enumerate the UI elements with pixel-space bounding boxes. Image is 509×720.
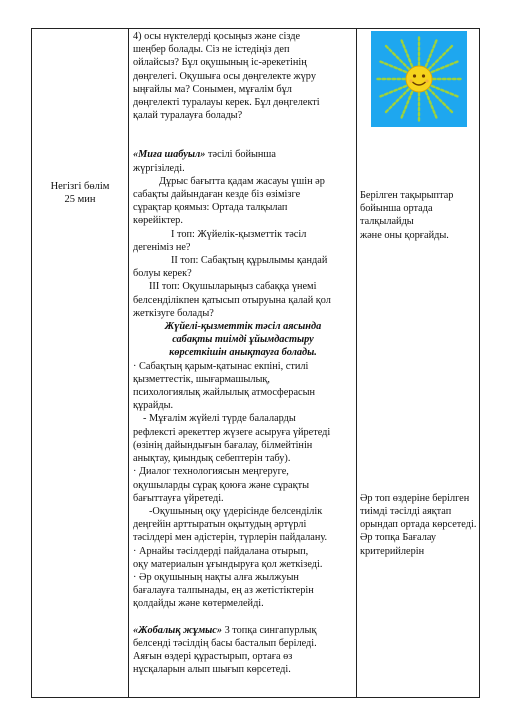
- project-line: [133, 624, 353, 637]
- bullet-line: оқушыларды сұрақ қоюға және сұрақты: [133, 479, 310, 491]
- goal-line: сұрақтар қоямыз: Ортада талқылап: [133, 202, 288, 214]
- brainstorm-line-2: жүргізіледі.: [133, 162, 185, 174]
- resource-note-2: [357, 492, 479, 558]
- note-line: Берілген тақырыптар: [360, 190, 454, 201]
- bullet-line: психологиялық жайлылық атмосферасын: [133, 387, 316, 399]
- content-cell: [129, 29, 357, 698]
- section-heading: көрсеткішін анықтауға болады.: [169, 347, 317, 359]
- note-line: тиімді тәсілді аяқтап: [360, 506, 452, 518]
- intro-line: қалай туралауға болады?: [133, 110, 243, 122]
- group1-line: дегеніміз не?: [133, 241, 191, 253]
- intro-line: дөңгелекті туралауы керек. Бұл дөңгелекті: [133, 97, 320, 109]
- project-line: нұсқаларын алып шығып көрсетеді.: [133, 664, 291, 676]
- bullet-line: қызметтестік, шығармашылық,: [133, 373, 270, 385]
- stage-label: [32, 180, 128, 206]
- brainstorm-line: [133, 148, 353, 161]
- goal-line: көрейіктер.: [133, 215, 183, 227]
- section-heading: сабақты тиімді ұйымдастыру: [172, 334, 314, 346]
- bullet-line: тәсілдері мен әдістерін, түрлерін пайдалану.: [133, 532, 328, 544]
- bullet-line: · Арнайы тәсілдерді пайдалана отырып,: [133, 545, 309, 557]
- bullet-line: рефлексті әрекеттер жүзеге асыруға үйретеді: [133, 426, 331, 438]
- intro-line: ойлайсыз? Бұл оқушының іс-әрекетінің: [133, 57, 307, 69]
- stage-cell: [32, 29, 129, 698]
- bullet-line: - Мұғалім жүйелі түрде балаларды: [143, 413, 296, 425]
- bullet-line: деңгейін арттыратын оқытудың әртүрлі: [133, 519, 307, 531]
- project-line: белсенді тәсілдің басы басталып беріледі.: [133, 637, 317, 649]
- group1-line: I топ: Жүйелік-қызметтік тәсіл: [171, 228, 307, 240]
- group3-line: белсенділікпен қатысып отыруына қалай қол: [133, 294, 331, 306]
- sun-with-dotted-rays-icon: [371, 31, 467, 127]
- project-line: Аяғын өздері құрастырып, ортаға өз: [133, 650, 293, 662]
- note-line: Әр топ өздеріне берілген: [360, 492, 470, 504]
- note-line: бойынша ортада талқылайды: [360, 203, 433, 228]
- note-line: орындап ортада көрсетеді.: [360, 519, 477, 531]
- stage-duration: 25 мин: [64, 194, 96, 205]
- bullet-line: · Сабақтың қарым-қатынас екпіні, стилі: [133, 360, 309, 372]
- group3-line: жеткізуге болады?: [133, 307, 214, 319]
- lesson-plan-table: [31, 28, 480, 698]
- goal-line: Дұрыс бағытта қадам жасауы үшін әр: [159, 175, 325, 187]
- goal-line: сабақты дайындаған кезде біз өзімізге: [133, 189, 301, 201]
- brainstorm-rest: тәсілі бойынша: [205, 149, 276, 161]
- project-rest: 3 топқа сингапурлық: [222, 624, 317, 636]
- bullet-line: бағалауға талпынады, ең аз жетістіктерін: [133, 585, 314, 597]
- bullet-line: құрайды.: [133, 400, 174, 412]
- sun-image: [371, 31, 467, 127]
- resources-cell: [357, 29, 480, 698]
- group3-line: III топ: Оқушыларыңыз сабаққа үнемі: [149, 281, 317, 293]
- bullet-line: · Әр оқушының нақты алға жылжуын: [133, 571, 299, 583]
- bullet-line: -Оқушының оқу үдерісінде белсенділік: [149, 505, 323, 517]
- intro-line: дөңгелегі. Оқушыға осы дөңгелекте жүру: [133, 70, 316, 82]
- group2-line: II топ: Сабақтың құрылымы қандай: [171, 255, 328, 267]
- intro-line: ыңғайлы ма? Сонымен, мұғалім бұл: [133, 83, 292, 95]
- table-row: [32, 29, 480, 698]
- lesson-content: [129, 29, 356, 676]
- project-title: «Жобалық жұмыс»: [133, 624, 222, 636]
- bullet-line: қолдайды және көтермелейді.: [133, 598, 264, 610]
- section-heading: Жүйелі-қызметтік тәсіл аясында: [164, 321, 322, 333]
- intro-line: шеңбер болады. Сіз не істедіңіз деп: [133, 44, 290, 56]
- brainstorm-title: «Миға шабуыл»: [133, 149, 206, 161]
- bullet-line: бағыттауға үйретеді.: [133, 492, 224, 504]
- bullet-line: · Диалог технологиясын меңгеруге,: [133, 466, 289, 478]
- note-line: Әр топқа Бағалау критерийлерін: [360, 532, 437, 557]
- bullet-line: оқу материалын ұғындыруға қол жеткізеді.: [133, 558, 323, 570]
- intro-line: 4) осы нүктелерді қосыңыз және сізде: [133, 31, 301, 42]
- resource-note-1: [357, 189, 479, 242]
- stage-name: Негізгі бөлім: [50, 181, 110, 192]
- bullet-line: (өзінің дайындығын бағалау, білмейтінін: [133, 439, 313, 451]
- note-line: және оны қорғайды.: [360, 229, 449, 241]
- group2-line: болуы керек?: [133, 268, 192, 280]
- bullet-line: анықтау, қиындық себептерін табу).: [133, 453, 291, 465]
